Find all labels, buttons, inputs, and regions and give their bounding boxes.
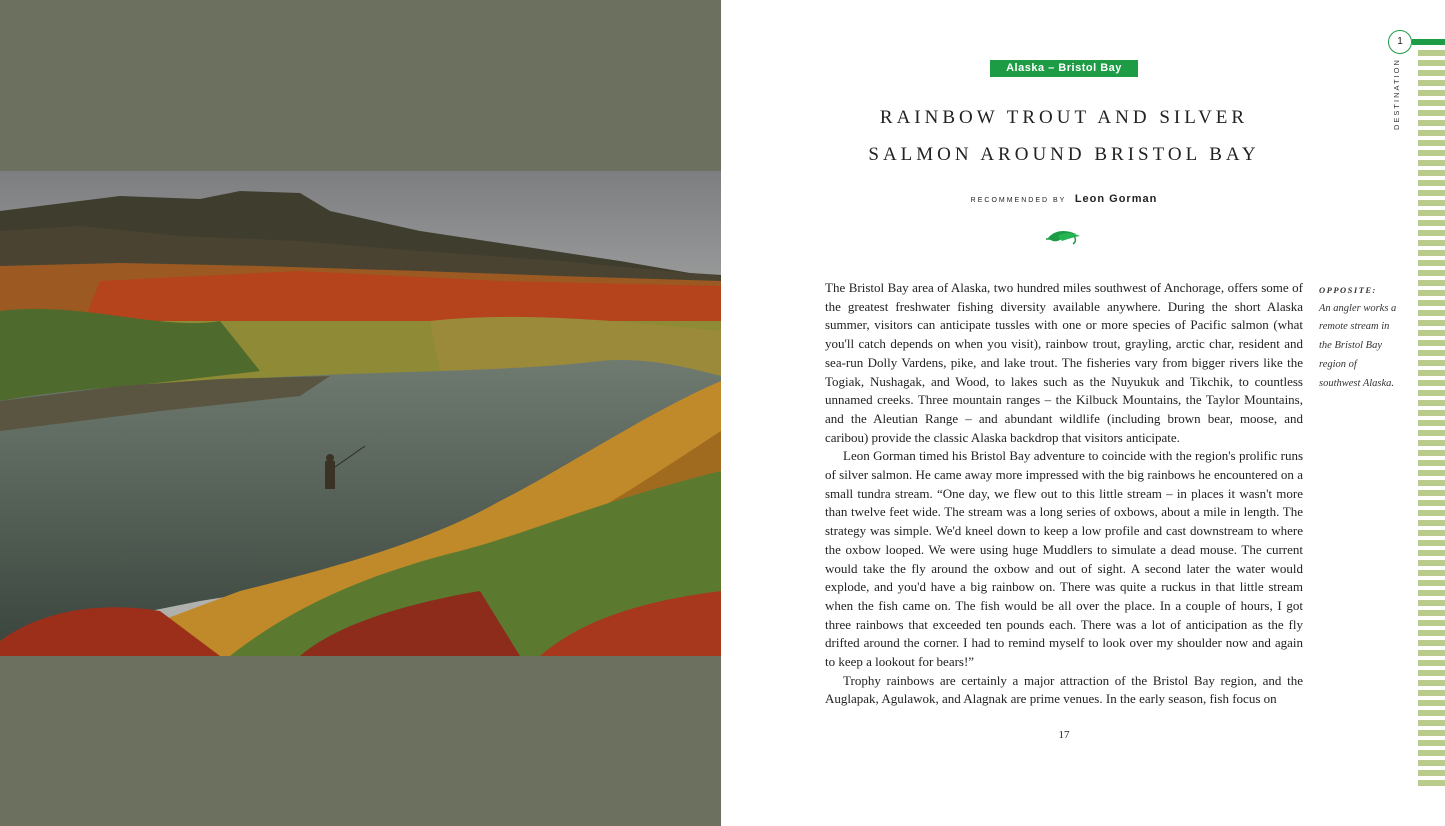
body-paragraph: The Bristol Bay area of Alaska, two hundred miles southwest of Anchorage, offers some of the greatest freshwater fishing diversity available anywhere. During the short Alaska summer, visitors can anticipate tussles with one or more species of Pacific salmon (what you'll catch depends on when you visit), rainbow trout, grayling, arctic char, resident and sea-run Dolly Vardens, pike, and lake trout. The fisheries vary from bigger rivers like the Togiak, Nushagak, and Wood, to lakes such as the Nuyukuk and Tikchik, to countless unnamed creeks. Three mountain ranges – the Kilbuck Mountains, the Taylor Mountains, and the Aleutian Range – and abundant wildlife (including brown bear, moose, and caribou) provide the classic Alaska backdrop that visitors anticipate.: [825, 280, 1303, 445]
article-body: [825, 279, 1303, 709]
landscape-photo: [0, 171, 721, 656]
body-paragraph: Leon Gorman timed his Bristol Bay adventure to coincide with the region's prolific runs of silver salmon. He came away more impressed with the big rainbows he encountered on a small tundra stream. “One day, we flew out to this little stream – in places it wasn't more than twelve feet wide. The stream was a long series of oxbows, about a mile in length. The strategy was simple. We'd kneel down to keep a low profile and cast downstream to where the oxbow looped. We were using huge Muddlers to simulate a dead mouse. The current would take the fly around the oxbow and out of sight. A second later the water would explode, and you'd have a big rainbow on. There was quite a ruckus in that little stream when the fish came on. The fish would be all over the place. In a couple of hours, I got three rainbows that exceeded ten pounds each. There was a lot of anticipation as the fly drifted around the corner. I had to remind myself to look over my shoulder now and again to keep a lookout for bears!”: [825, 448, 1303, 670]
page-number: 17: [1058, 729, 1070, 741]
fishing-fly-icon: [1044, 226, 1084, 248]
body-paragraph: Trophy rainbows are certainly a major attraction of the Bristol Bay region, and the Auglapak, Agulawok, and Alagnak are prime venues. In the early season, fish focus on: [825, 672, 1303, 707]
recommended-label: RECOMMENDED BY: [970, 197, 1067, 204]
chapter-stripes: [1418, 50, 1445, 788]
chapter-label: DESTINATION: [1392, 58, 1401, 130]
recommender-name: Leon Gorman: [1074, 193, 1158, 205]
photo-caption: [1319, 281, 1399, 393]
article-title-line-1: RAINBOW TROUT AND SILVER: [879, 107, 1249, 128]
chapter-number: 1: [1388, 30, 1412, 54]
caption-label: OPPOSITE:: [1319, 285, 1377, 295]
caption-text: An angler works a remote stream in the Bristol Bay region of southwest Alaska.: [1319, 302, 1397, 389]
recommended-by: [826, 189, 1302, 207]
article-title-line-2: SALMON AROUND BRISTOL BAY: [868, 144, 1260, 165]
chapter-bar: [1412, 39, 1445, 45]
region-tag: Alaska – Bristol Bay: [990, 60, 1138, 77]
left-page: [0, 0, 721, 826]
